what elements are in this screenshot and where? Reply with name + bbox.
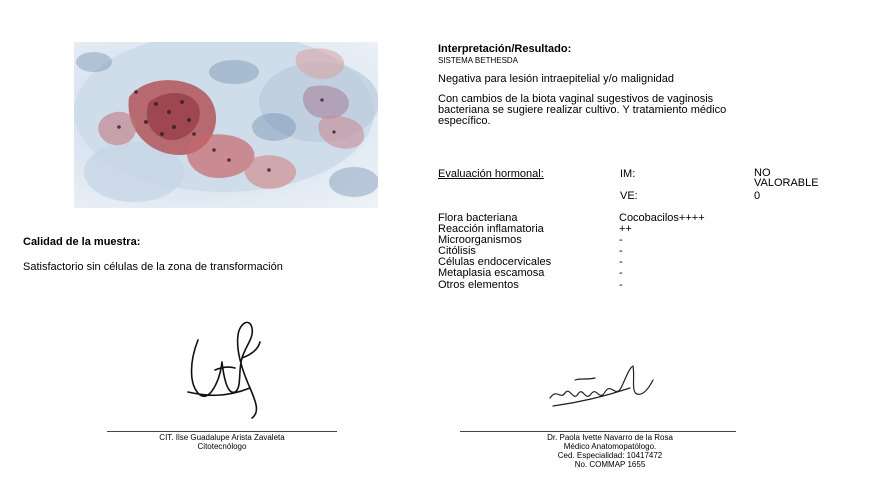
microscopy-image (74, 42, 378, 208)
interpretation-comment (438, 94, 838, 127)
comment-line: específico. (438, 115, 491, 127)
finding-value: - (619, 256, 623, 269)
finding-label: Citólisis (438, 245, 476, 258)
finding-label: Otros elementos (438, 278, 519, 291)
finding-label: Metaplasia escamosa (438, 267, 545, 280)
sample-quality-title: Calidad de la muestra: (23, 236, 141, 248)
im-value-line: NO (754, 167, 771, 179)
hormonal-evaluation-label: Evaluación hormonal: (438, 168, 544, 180)
finding-value: Cocobacilos++++ (619, 212, 705, 224)
finding-value: - (619, 278, 623, 291)
pathologist-signature (545, 358, 660, 418)
sample-quality-value: Satisfactorio sin células de la zona de transformación (23, 261, 283, 273)
finding-label: Flora bacteriana (438, 212, 518, 224)
classification-system: SISTEMA BETHESDA (438, 56, 519, 65)
pathologist-caption (460, 433, 760, 469)
finding-label: Reacción inflamatoria (438, 223, 544, 236)
finding-value: ++ (619, 223, 632, 236)
findings-labels (438, 213, 551, 291)
pathologist-license: Ced. Especialidad: 10417472 (557, 451, 663, 460)
signature-line-left (107, 431, 337, 432)
im-label: IM: (620, 168, 636, 180)
im-value-line: VALORABLE (754, 177, 819, 189)
cytotechnologist-role: Citotecnólogo (197, 442, 247, 451)
im-value (754, 168, 854, 188)
cytotechnologist-name: CIT. Ilse Guadalupe Arista Zavaleta (159, 433, 285, 442)
finding-value: - (619, 267, 623, 280)
interpretation-result: Negativa para lesión intraepitelial y/o malignidad (438, 73, 675, 85)
pathologist-commap: No. COMMAP 1655 (574, 460, 646, 469)
signature-line-right (460, 431, 736, 432)
findings-values (619, 213, 705, 291)
finding-value: - (619, 234, 623, 247)
comment-line: Con cambios de la biota vaginal sugestivos de vaginosis (438, 93, 714, 105)
ve-value: 0 (754, 190, 761, 202)
ve-label: VE: (620, 190, 638, 202)
pathologist-name: Dr. Paola Ivette Navarro de la Rosa (547, 433, 673, 442)
finding-label: Microorganismos (438, 234, 522, 247)
interpretation-title: Interpretación/Resultado: (438, 43, 572, 55)
finding-value: - (619, 245, 623, 258)
comment-line: bacteriana se sugiere realizar cultivo. Y tratamiento médico (438, 104, 727, 116)
cytotechnologist-caption (107, 433, 337, 451)
cytotechnologist-signature (180, 300, 270, 425)
pathologist-role: Médico Anatomopatólogo. (563, 442, 657, 451)
finding-label: Células endocervicales (438, 256, 552, 269)
